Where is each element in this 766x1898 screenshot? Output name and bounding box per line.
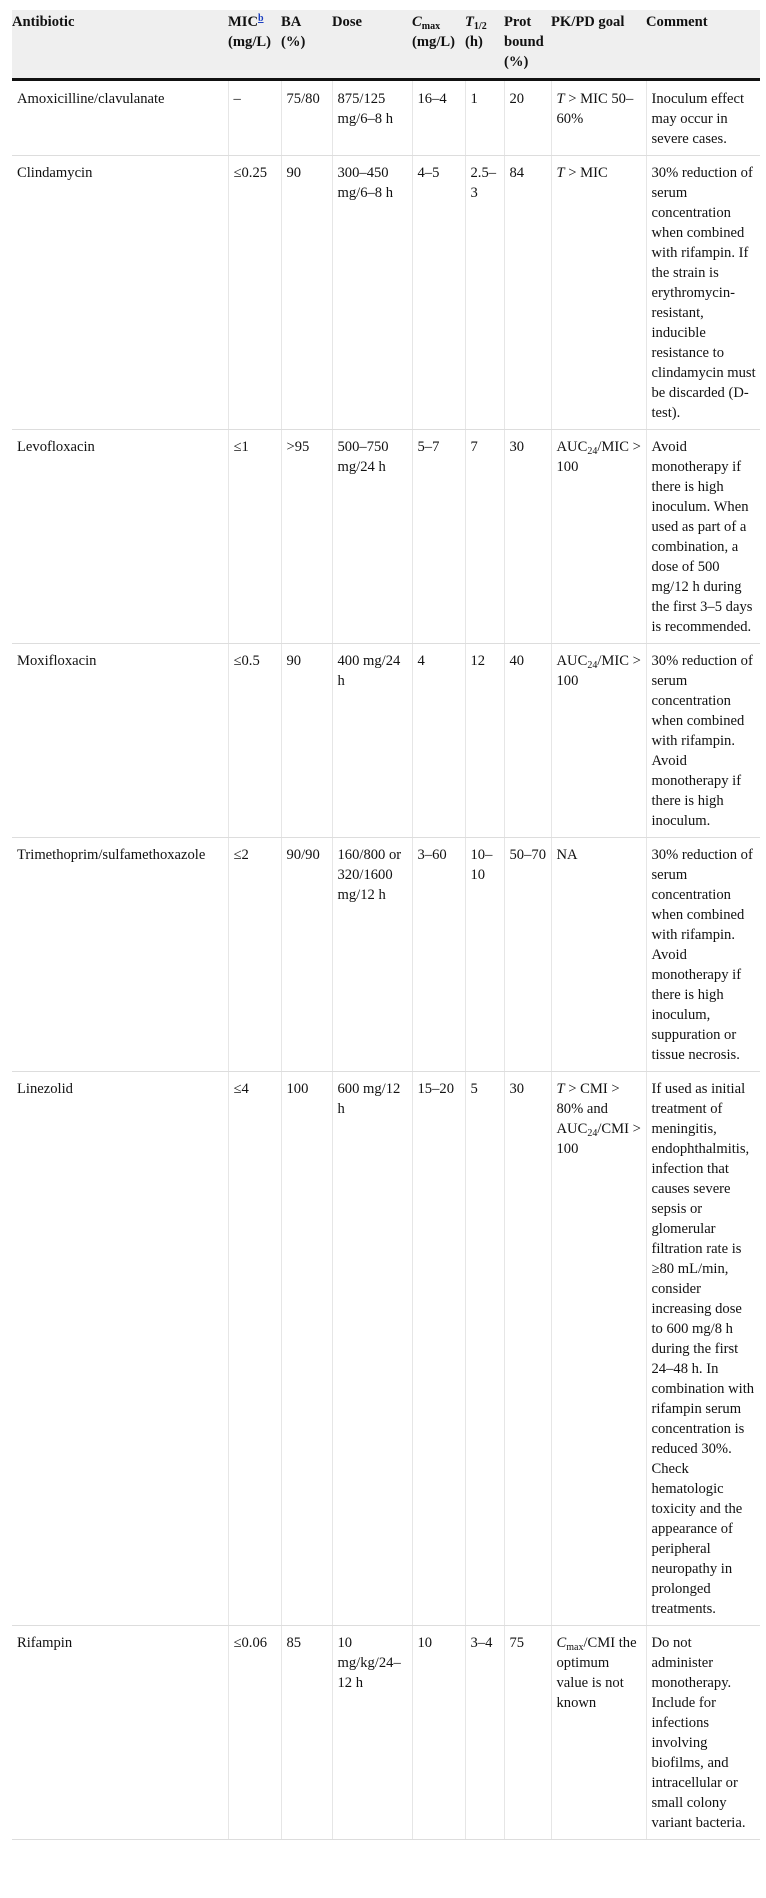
- table-row: [12, 80, 760, 156]
- cell-antibiotic: Amoxicilline/clavulanate: [12, 80, 228, 156]
- table-container: [12, 10, 760, 1840]
- table-row: [12, 644, 760, 838]
- cell-antibiotic: Rifampin: [12, 1626, 228, 1840]
- cell-cmax: 10: [412, 1626, 465, 1840]
- cell-prot-bound: 30: [504, 1072, 551, 1626]
- cell-mic: –: [228, 80, 281, 156]
- cell-t12: 2.5–3: [465, 156, 504, 430]
- cell-antibiotic: Clindamycin: [12, 156, 228, 430]
- cell-cmax: 3–60: [412, 838, 465, 1072]
- cell-antibiotic: Moxifloxacin: [12, 644, 228, 838]
- antibiotic-table: [12, 10, 760, 1840]
- header-comment: Comment: [646, 10, 760, 80]
- cell-pkpd-goal: T > MIC 50–60%: [551, 80, 646, 156]
- cell-cmax: 4–5: [412, 156, 465, 430]
- cell-cmax: 5–7: [412, 430, 465, 644]
- cell-ba: 90: [281, 156, 332, 430]
- header-dose: Dose: [332, 10, 412, 80]
- cell-pkpd-goal: NA: [551, 838, 646, 1072]
- cell-comment: Inoculum effect may occur in severe cases.: [646, 80, 760, 156]
- cell-prot-bound: 84: [504, 156, 551, 430]
- cell-t12: 1: [465, 80, 504, 156]
- cell-ba: 85: [281, 1626, 332, 1840]
- cell-mic: ≤0.5: [228, 644, 281, 838]
- table-row: [12, 430, 760, 644]
- table-row: [12, 156, 760, 430]
- cell-prot-bound: 20: [504, 80, 551, 156]
- header-mic: MIC$^b$ (mg/L): [228, 10, 281, 80]
- cell-mic: ≤4: [228, 1072, 281, 1626]
- footnote-link[interactable]: b: [258, 13, 264, 24]
- header-ba: BA (%): [281, 10, 332, 80]
- cell-cmax: 16–4: [412, 80, 465, 156]
- cell-dose: 600 mg/12 h: [332, 1072, 412, 1626]
- cell-antibiotic: Levofloxacin: [12, 430, 228, 644]
- cell-cmax: 15–20: [412, 1072, 465, 1626]
- cell-pkpd-goal: $AUC_{24}$/MIC > 100: [551, 644, 646, 838]
- cell-dose: 300–450 mg/6–8 h: [332, 156, 412, 430]
- cell-pkpd-goal: $AUC_{24}$/MIC > 100: [551, 430, 646, 644]
- cell-dose: 160/800 or 320/1600 mg/12 h: [332, 838, 412, 1072]
- cell-comment: Do not administer monotherapy. Include for infections involving biofilms, and intracellular or small colony variant bacteria.: [646, 1626, 760, 1840]
- cell-cmax: 4: [412, 644, 465, 838]
- cell-t12: 3–4: [465, 1626, 504, 1840]
- cell-comment: If used as initial treatment of meningitis, endophthalmitis, infection that causes severe sepsis or glomerular filtration rate is ≥80 mL/min, consider increasing dose to 600 mg/8 h during the first 24–48 h. In combination with rifampin serum concentration is reduced 30%. Check hematologic toxicity and the appearance of peripheral neuropathy in prolonged treatments.: [646, 1072, 760, 1626]
- cell-t12: 5: [465, 1072, 504, 1626]
- header-antibiotic: Antibiotic: [12, 10, 228, 80]
- header-prot-bound: Prot bound (%): [504, 10, 551, 80]
- cell-mic: ≤2: [228, 838, 281, 1072]
- header-pkpd-goal: PK/PD goal: [551, 10, 646, 80]
- cell-dose: 500–750 mg/24 h: [332, 430, 412, 644]
- cell-dose: 875/125 mg/6–8 h: [332, 80, 412, 156]
- header-cmax: $C_{max}$ (mg/L): [412, 10, 465, 80]
- header-row: [12, 10, 760, 80]
- cell-pkpd-goal: T > MIC: [551, 156, 646, 430]
- table-row: [12, 1626, 760, 1840]
- cell-pkpd-goal: T > CMI > 80% and $AUC_{24}$/CMI > 100: [551, 1072, 646, 1626]
- cell-prot-bound: 50–70: [504, 838, 551, 1072]
- cell-antibiotic: Trimethoprim/sulfamethoxazole: [12, 838, 228, 1072]
- header-t12: $T_{1/2}$ (h): [465, 10, 504, 80]
- cell-t12: 12: [465, 644, 504, 838]
- cell-comment: 30% reduction of serum concentration when combined with rifampin. If the strain is erythromycin-resistant, inducible resistance to clindamycin must be discarded (D-test).: [646, 156, 760, 430]
- cell-mic: ≤0.25: [228, 156, 281, 430]
- cell-ba: 90/90: [281, 838, 332, 1072]
- cell-mic: ≤0.06: [228, 1626, 281, 1840]
- cell-prot-bound: 30: [504, 430, 551, 644]
- cell-comment: Avoid monotherapy if there is high inoculum. When used as part of a combination, a dose of 500 mg/12 h during the first 3–5 days is recommended.: [646, 430, 760, 644]
- cell-mic: ≤1: [228, 430, 281, 644]
- cell-t12: 7: [465, 430, 504, 644]
- cell-antibiotic: Linezolid: [12, 1072, 228, 1626]
- cell-ba: 90: [281, 644, 332, 838]
- table-row: [12, 1072, 760, 1626]
- cell-comment: 30% reduction of serum concentration when combined with rifampin. Avoid monotherapy if there is high inoculum.: [646, 644, 760, 838]
- cell-dose: 400 mg/24 h: [332, 644, 412, 838]
- table-row: [12, 838, 760, 1072]
- cell-ba: 100: [281, 1072, 332, 1626]
- cell-ba: >95: [281, 430, 332, 644]
- cell-prot-bound: 75: [504, 1626, 551, 1840]
- cell-pkpd-goal: $C_{max}$/CMI the optimum value is not known: [551, 1626, 646, 1840]
- cell-dose: 10 mg/kg/24–12 h: [332, 1626, 412, 1840]
- cell-ba: 75/80: [281, 80, 332, 156]
- cell-t12: 10–10: [465, 838, 504, 1072]
- cell-comment: 30% reduction of serum concentration when combined with rifampin. Avoid monotherapy if there is high inoculum, suppuration or tissue necrosis.: [646, 838, 760, 1072]
- cell-prot-bound: 40: [504, 644, 551, 838]
